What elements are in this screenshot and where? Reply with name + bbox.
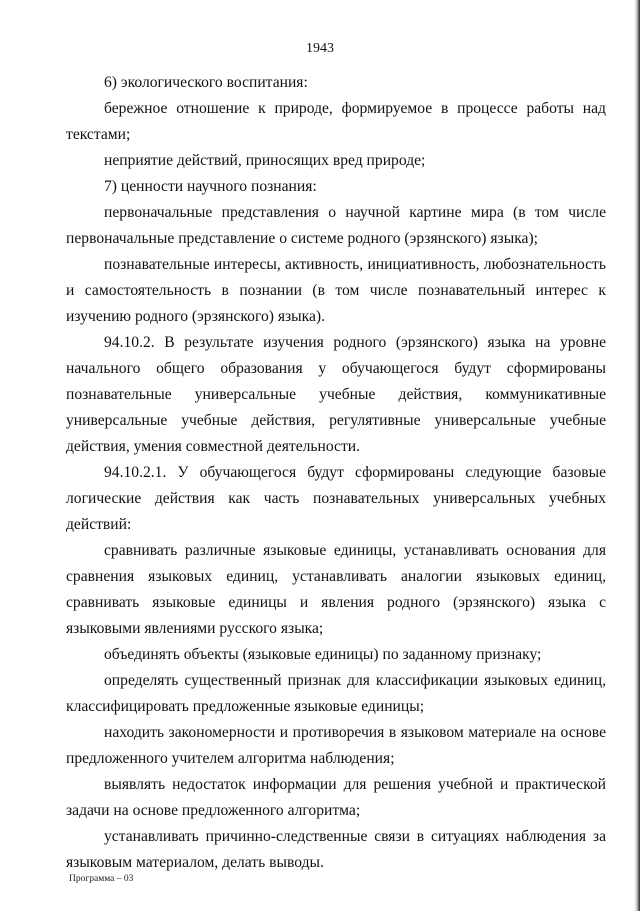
paragraph: 94.10.2. В результате изучения родного (эрзянского) языка на уровне начального общего образования у обучающегося будут сформированы познавательные универсальные учебные действия, коммуникативные универсальные учебные действия, регулятивные универсальные учебные действия, умения совместной деятельности. (66, 334, 606, 455)
page-footer: Программа – 03 (69, 874, 134, 884)
paragraph: бережное отношение к природе, формируемое в процессе работы над текстами; (66, 100, 606, 143)
document-body (66, 70, 606, 876)
scan-edge-shadow (634, 0, 640, 911)
paragraph: находить закономерности и противоречия в языковом материале на основе предложенного учителем алгоритма наблюдения; (66, 724, 606, 767)
paragraph: 7) ценности научного познания: (104, 178, 317, 195)
paragraph: сравнивать различные языковые единицы, устанавливать основания для сравнения языковых единиц, устанавливать аналогии языковых единиц, сравнивать языковые единицы и явления родного (эрзянского) языка с языковыми явлениями русского языка; (66, 542, 606, 637)
paragraph: объединять объекты (языковые единицы) по заданному признаку; (104, 646, 542, 663)
paragraph: выявлять недостаток информации для решения учебной и практической задачи на основе предложенного алгоритма; (66, 776, 606, 819)
paragraph: определять существенный признак для классификации языковых единиц, классифицировать предложенные языковые единицы; (66, 672, 606, 715)
page-number: 1943 (306, 41, 334, 56)
paragraph: 6) экологического воспитания: (104, 74, 308, 91)
paragraph: неприятие действий, приносящих вред природе; (104, 152, 426, 169)
paragraph: познавательные интересы, активность, инициативность, любознательность и самостоятельность в познании (в том числе познавательный интерес к изучению родного (эрзянского) языка). (66, 256, 606, 325)
paragraph: первоначальные представления о научной картине мира (в том числе первоначальные представление о системе родного (эрзянского) языка); (66, 204, 606, 247)
paragraph: устанавливать причинно-следственные связи в ситуациях наблюдения за языковым материалом, делать выводы. (66, 828, 606, 871)
paragraph: 94.10.2.1. У обучающегося будут сформированы следующие базовые логические действия как часть познавательных универсальных учебных действий: (66, 464, 606, 533)
